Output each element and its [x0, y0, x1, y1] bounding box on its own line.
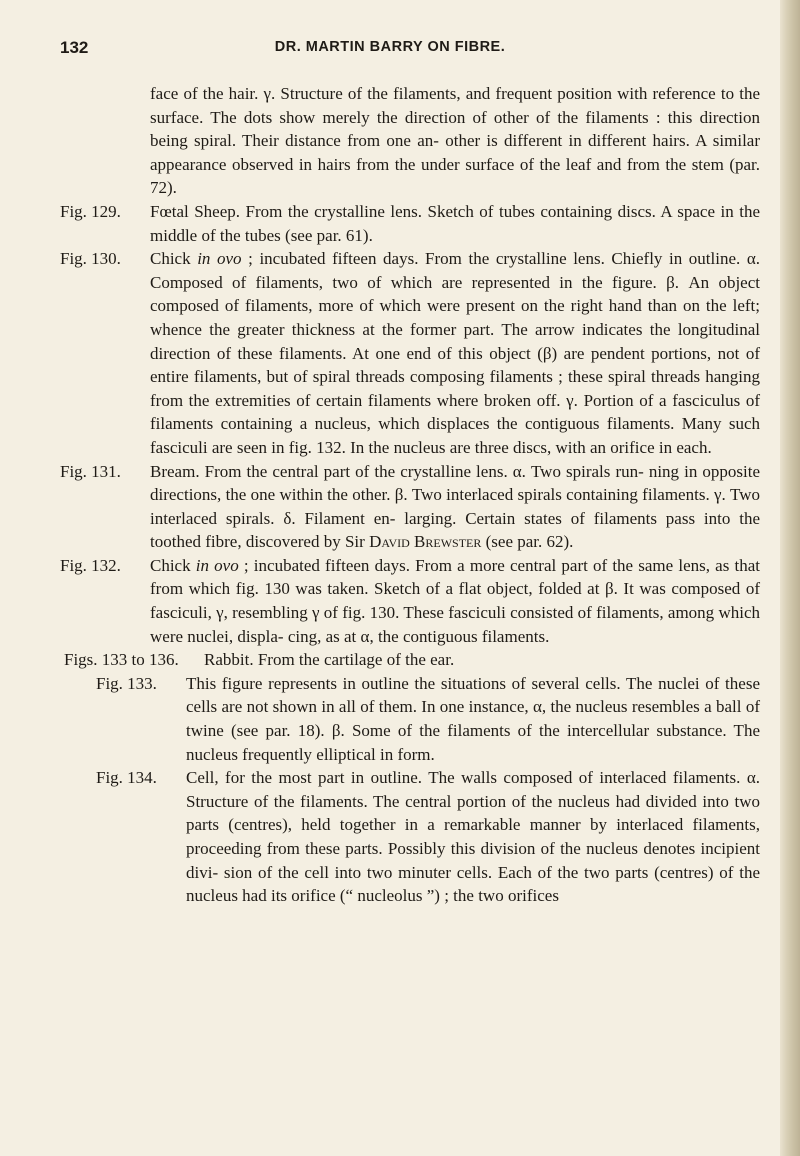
continuation-paragraph: [60, 82, 760, 200]
caption-text: Rabbit. From the cartilage of the ear.: [204, 650, 455, 670]
caption-text: Bream. From the central part of the crystalline lens. α. Two spirals run- ning in opposite directions, the one within the other. β. Two interlaced spirals containing filaments. γ. Two interlaced spirals. δ. Filament en- larging. Certain states of filaments pass into the toothed fibre, discovered by Sir David Brewster (see par. 62).: [150, 461, 760, 552]
figure-label: Fig. 132.: [60, 555, 121, 575]
figure-group-heading: [60, 648, 760, 672]
caption-text: Chick in ovo ; incubated fifteen days. From a more central part of the same lens, as that from which fig. 130 was taken. Sketch of a flat object, folded at β. It was composed of fasciculi, γ, resembling γ of fig. 130. These fasciculi consisted of filaments, among which were nuclei, displa- cing, as at α, the contiguous filaments.: [150, 555, 760, 646]
figure-label: Fig. 129.: [60, 201, 121, 221]
figure-caption-132: [60, 554, 760, 648]
figure-group-label: Figs. 133 to 136.: [64, 650, 179, 670]
figure-caption-131: [60, 460, 760, 554]
small-caps-name: David Brewster: [369, 532, 482, 552]
paragraph-text: face of the hair. γ. Structure of the filaments, and frequent position with reference to the surface. The dots show merely the direction of other of the filaments : this direction being spiral. Their distance from one an- other is different in different hairs. A similar appearance observed in hairs from the under surface of the leaf and from the stem (par. 72).: [150, 84, 760, 198]
page-edge-shadow: [780, 0, 800, 1156]
body-text: [60, 82, 760, 908]
caption-text: Fœtal Sheep. From the crystalline lens. Sketch of tubes containing discs. A space in the middle of the tubes (see par. 61).: [150, 201, 760, 245]
figure-label: Fig. 131.: [60, 461, 121, 481]
figure-label: Fig. 130.: [60, 249, 121, 269]
page-header: [60, 38, 750, 62]
running-title: DR. MARTIN BARRY ON FIBRE.: [274, 39, 506, 55]
figure-caption-134: [60, 766, 760, 908]
caption-text: Chick in ovo ; incubated fifteen days. From the crystalline lens. Chiefly in outline. α. Composed of filaments, two of which are represented in the figure. β. An object composed of filaments, more of which were present on the right hand than on the left; whence the greater thickness at the former part. The arrow indicates the longitudinal direction of these filaments. At one end of this object (β) are pendent portions, not of entire filaments, but of spiral threads composing filaments ; these spiral threads hanging from the extremities of certain filaments where broken off. γ. Portion of a fasciculus of filaments containing a nucleus, which displaces the contiguous filaments. Many such fasciculi are seen in fig. 132. In the nucleus are three discs, with an orifice in each.: [150, 249, 761, 457]
figure-label: Fig. 134.: [96, 768, 157, 788]
figure-caption-130: [60, 247, 760, 459]
italic-term: in ovo: [195, 555, 239, 575]
figure-label: Fig. 133.: [96, 673, 157, 693]
italic-term: in ovo: [197, 249, 242, 269]
caption-text: This figure represents in outline the situations of several cells. The nuclei of these cells are not shown in all of them. In one instance, α, the nucleus resembles a ball of twine (see par. 18). β. Some of the filaments of the intercellular substance. The nucleus frequently elliptical in form.: [186, 673, 760, 764]
caption-text: Cell, for the most part in outline. The walls composed of interlaced filaments. α. Structure of the filaments. The central portion of the nucleus had divided into two parts (centres), held together in a remarkable manner by interlaced filaments, proceeding from these parts. Possibly this division of the nucleus denotes incipient divi- sion of the cell into two minuter cells. Each of the two parts (centres) of the nucleus had its orifice (“ nucleolus ”) ; the two orifices: [186, 768, 760, 906]
page-number: 132: [60, 38, 89, 57]
figure-caption-133: [60, 672, 760, 766]
figure-caption-129: [60, 200, 760, 247]
